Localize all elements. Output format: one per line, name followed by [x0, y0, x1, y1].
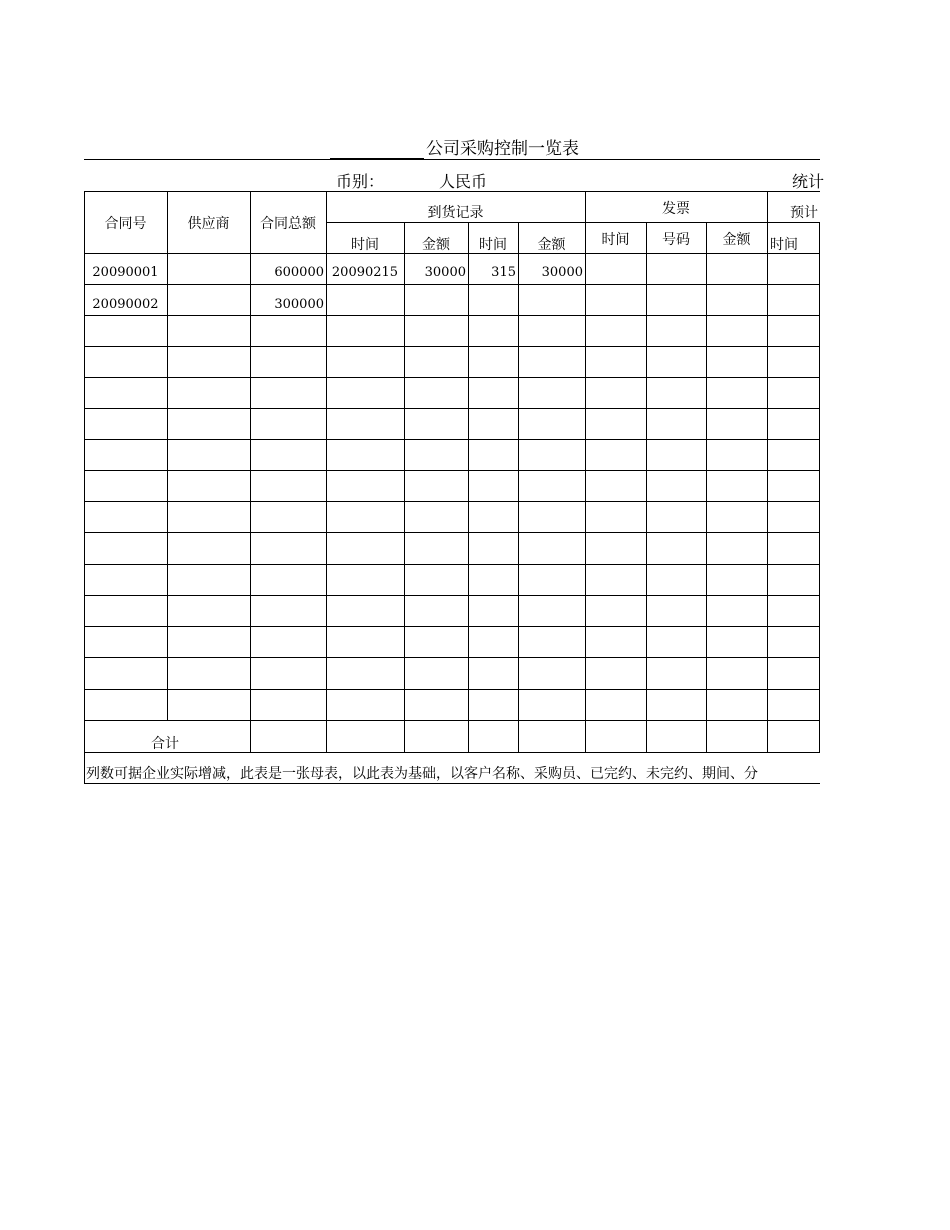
stats-label: 统计 [792, 172, 825, 191]
cell-contract-no[interactable]: 20090001 [92, 265, 159, 280]
subheader-invoice-time: 时间 [601, 232, 630, 248]
page-title: 公司采购控制一览表 [330, 134, 579, 159]
table-bottom-border [84, 783, 820, 784]
header-invoice: 发票 [662, 201, 690, 217]
header-expected: 预计 [790, 205, 818, 221]
company-name-blank [330, 142, 424, 159]
header-contract-total: 合同总额 [260, 216, 316, 232]
cell-arrival-time-2[interactable]: 315 [491, 265, 516, 280]
cell-contract-total[interactable]: 600000 [274, 265, 324, 280]
header-divider [327, 222, 820, 223]
cell-contract-no[interactable]: 20090002 [92, 297, 159, 312]
cell-contract-total[interactable]: 300000 [274, 297, 324, 312]
subheader-arrival-time-1: 时间 [351, 237, 379, 253]
subheader-invoice-number: 号码 [662, 232, 690, 248]
cell-arrival-time-1[interactable]: 20090215 [331, 265, 399, 280]
footnote-text: 列数可据企业实际增减，此表是一张母表，以此表为基础，以客户名称、采购员、已完约、未完约、期间、分 [86, 766, 758, 782]
subheader-arrival-amount-2: 金额 [537, 237, 566, 253]
cell-arrival-amount-2[interactable]: 30000 [541, 265, 583, 280]
total-row-label: 合计 [151, 736, 179, 752]
subheader-arrival-amount-1: 金额 [422, 237, 450, 253]
title-underline [84, 159, 820, 160]
currency-label: 币别： [336, 172, 385, 191]
header-supplier: 供应商 [187, 216, 230, 232]
cell-arrival-amount-1[interactable]: 30000 [424, 265, 466, 280]
currency-value: 人民币 [439, 172, 488, 191]
subheader-expected-time: 时间 [770, 237, 798, 253]
header-arrival-records: 到货记录 [427, 205, 484, 221]
table-top-border [84, 191, 820, 192]
header-contract-no: 合同号 [104, 216, 147, 232]
subheader-invoice-amount: 金额 [722, 232, 751, 248]
subheader-arrival-time-2: 时间 [479, 237, 507, 253]
